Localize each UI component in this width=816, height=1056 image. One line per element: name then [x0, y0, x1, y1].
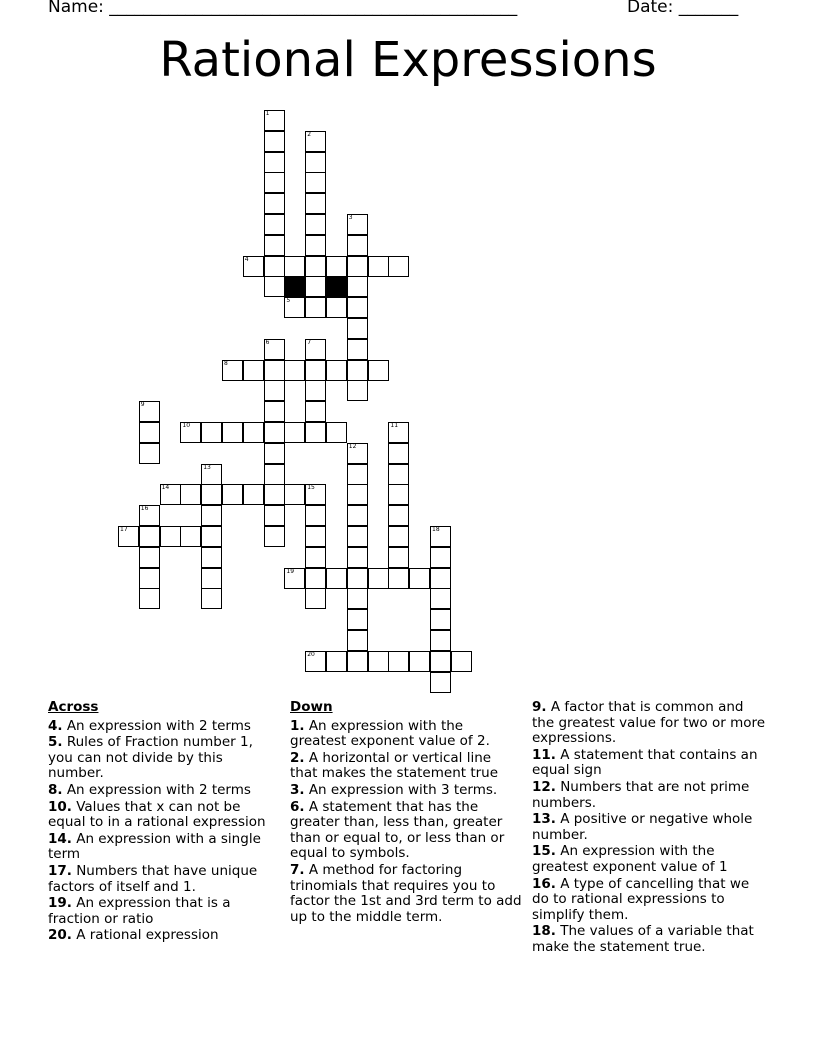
crossword-cell[interactable] — [388, 526, 409, 547]
crossword-cell[interactable] — [430, 588, 451, 609]
clue-number: 3. — [290, 781, 305, 798]
crossword-cell[interactable] — [305, 235, 326, 256]
clue-number: 9. — [532, 699, 547, 715]
crossword-cell[interactable] — [305, 401, 326, 422]
clue-number: 13. — [532, 811, 556, 828]
clue-item — [532, 748, 768, 779]
crossword-cell[interactable] — [243, 360, 264, 381]
clue-item — [290, 783, 522, 799]
crossword-cell[interactable] — [222, 360, 243, 381]
clue-number-label: 15 — [307, 484, 315, 492]
clue-text: A positive or negative whole number. — [532, 811, 753, 843]
crossword-cell[interactable] — [347, 568, 368, 589]
clue-number-label: 17 — [120, 526, 128, 533]
crossword-cell[interactable] — [347, 256, 368, 277]
crossword-cell[interactable] — [305, 256, 326, 277]
name-line[interactable]: Name: ________________________________________________ — [48, 0, 518, 17]
crossword-cell[interactable] — [347, 276, 368, 297]
crossword-cell[interactable] — [388, 422, 409, 443]
crossword-cell[interactable] — [347, 339, 368, 360]
clue-item — [48, 928, 278, 944]
crossword-cell[interactable] — [305, 214, 326, 235]
crossword-cell[interactable] — [264, 422, 285, 443]
clue-number: 14. — [48, 830, 72, 847]
clue-number-label: 13 — [203, 463, 211, 471]
clue-number-label: 2 — [307, 130, 312, 138]
crossword-cell[interactable] — [347, 443, 368, 464]
crossword-cell[interactable] — [264, 131, 285, 152]
clue-text: An expression with 2 terms — [62, 717, 251, 734]
crossword-cell[interactable] — [347, 380, 368, 401]
clue-text: Values that x can not be equal to in a rational expression — [48, 798, 266, 831]
across-heading: Across — [48, 699, 99, 715]
crossword-cell[interactable] — [388, 256, 409, 277]
crossword-cell[interactable] — [264, 110, 285, 131]
crossword-cell[interactable] — [305, 422, 326, 443]
crossword-cell[interactable] — [326, 256, 347, 277]
crossword-cell[interactable] — [201, 464, 222, 485]
clue-item — [48, 800, 278, 831]
clue-item — [48, 864, 278, 895]
crossword-cell[interactable] — [368, 256, 389, 277]
crossword-cell[interactable] — [305, 588, 326, 609]
clue-number: 15. — [532, 843, 556, 860]
crossword-cell[interactable] — [264, 193, 285, 214]
crossword-cell[interactable] — [180, 422, 201, 443]
crossword-cell[interactable] — [368, 651, 389, 672]
crossword-cell[interactable] — [326, 360, 347, 381]
clue-text: An expression with a single term — [48, 830, 261, 863]
crossword-cell[interactable] — [139, 505, 160, 526]
crossword-cell[interactable] — [347, 484, 368, 505]
clue-number: 20. — [48, 927, 72, 944]
clue-item — [290, 863, 522, 925]
clue-item — [290, 800, 522, 862]
crossword-cell[interactable] — [347, 318, 368, 339]
crossword-cell[interactable] — [264, 360, 285, 381]
crossword-cell[interactable] — [409, 651, 430, 672]
crossword-cell[interactable] — [284, 297, 305, 318]
crossword-cell[interactable] — [347, 630, 368, 651]
crossword-cell[interactable] — [201, 422, 222, 443]
crossword-cell[interactable] — [139, 443, 160, 464]
crossword-cell[interactable] — [264, 505, 285, 526]
clue-number-label: 5 — [286, 297, 291, 305]
clue-number-label: 20 — [307, 650, 315, 658]
clue-number: 19. — [48, 895, 72, 912]
clue-number-label: 10 — [182, 422, 191, 429]
clue-item — [532, 780, 768, 811]
crossword-cell[interactable] — [264, 235, 285, 256]
clue-number-label: 4 — [244, 255, 249, 263]
crossword-cell[interactable] — [368, 568, 389, 589]
clue-text: A factor that is common and the greatest value for two or more expressions. — [532, 699, 766, 747]
clue-text: A method for factoring trinomials that requires you to factor the 1st and 3rd term to add up to the middle term. — [290, 861, 522, 925]
crossword-cell[interactable] — [201, 588, 222, 609]
crossword-cell[interactable] — [430, 526, 451, 547]
crossword-cell[interactable] — [388, 443, 409, 464]
blocked-cell — [326, 276, 347, 297]
clue-number: 8. — [48, 781, 63, 798]
crossword-cell[interactable] — [347, 526, 368, 547]
clue-text: An expression with the greatest exponent value of 2. — [290, 717, 490, 750]
clue-item — [532, 924, 768, 955]
crossword-cell[interactable] — [201, 526, 222, 547]
crossword-cell[interactable] — [368, 360, 389, 381]
clue-number: 7. — [290, 861, 305, 878]
clue-number-label: 11 — [390, 422, 399, 429]
crossword-cell[interactable] — [347, 547, 368, 568]
crossword-cell[interactable] — [388, 464, 409, 485]
crossword-cell[interactable] — [305, 505, 326, 526]
clue-item — [48, 832, 278, 863]
crossword-cell[interactable] — [326, 422, 347, 443]
crossword-cell[interactable] — [347, 360, 368, 381]
crossword-cell[interactable] — [305, 568, 326, 589]
crossword-cell[interactable] — [264, 256, 285, 277]
crossword-cell[interactable] — [139, 568, 160, 589]
crossword-cell[interactable] — [222, 484, 243, 505]
crossword-cell[interactable] — [388, 651, 409, 672]
crossword-cell[interactable] — [347, 297, 368, 318]
across-clues — [48, 700, 278, 945]
crossword-cell[interactable] — [305, 484, 326, 505]
crossword-cell[interactable] — [139, 401, 160, 422]
crossword-cell[interactable] — [326, 568, 347, 589]
crossword-cell[interactable] — [388, 505, 409, 526]
clue-number-label: 18 — [432, 526, 440, 533]
crossword-cell[interactable] — [451, 651, 472, 672]
crossword-cell[interactable] — [409, 568, 430, 589]
crossword-cell[interactable] — [201, 547, 222, 568]
clue-item — [532, 812, 768, 843]
crossword-cell[interactable] — [388, 547, 409, 568]
clue-number-label: 16 — [140, 505, 149, 513]
crossword-cell[interactable] — [430, 609, 451, 630]
clue-text: Numbers that are not prime numbers. — [532, 778, 750, 811]
crossword-cell[interactable] — [180, 526, 201, 547]
crossword-cell[interactable] — [180, 484, 201, 505]
clue-number: 18. — [532, 923, 556, 940]
crossword-cell[interactable] — [264, 276, 285, 297]
crossword-cell[interactable] — [347, 214, 368, 235]
clue-number-label: 19 — [286, 567, 295, 575]
clue-item — [290, 719, 522, 750]
clue-text: Rules of Fraction number 1, you can not divide by this number. — [48, 734, 253, 782]
crossword-cell[interactable] — [264, 401, 285, 422]
crossword-cell[interactable] — [430, 672, 451, 693]
clue-text: A rational expression — [71, 927, 219, 944]
crossword-cell[interactable] — [264, 380, 285, 401]
crossword-cell[interactable] — [264, 443, 285, 464]
crossword-cell[interactable] — [160, 484, 181, 505]
crossword-cell[interactable] — [264, 484, 285, 505]
crossword-cell[interactable] — [305, 276, 326, 297]
crossword-cell[interactable] — [305, 339, 326, 360]
crossword-cell[interactable] — [284, 568, 305, 589]
clue-item — [290, 751, 522, 782]
crossword-cell[interactable] — [305, 651, 326, 672]
clue-item — [48, 896, 278, 927]
crossword-cell[interactable] — [305, 526, 326, 547]
clue-number: 2. — [290, 749, 305, 766]
crossword-cell[interactable] — [284, 256, 305, 277]
clue-text: A type of cancelling that we do to rational expressions to simplify them. — [532, 875, 750, 923]
crossword-cell[interactable] — [326, 297, 347, 318]
clue-number: 17. — [48, 862, 72, 879]
crossword-cell[interactable] — [264, 152, 285, 173]
crossword-cell[interactable] — [264, 464, 285, 485]
clue-text: A horizontal or vertical line that makes the statement true — [290, 749, 499, 782]
clue-number-label: 6 — [265, 338, 270, 346]
clue-item — [48, 735, 278, 782]
clue-number-label: 7 — [307, 338, 312, 346]
crossword-cell[interactable] — [388, 484, 409, 505]
clue-text: A statement that has the greater than, less than, greater than or equal to, or less than or equal to symbols. — [290, 798, 505, 862]
down-heading: Down — [290, 699, 333, 715]
crossword-cell[interactable] — [430, 651, 451, 672]
crossword-cell[interactable] — [139, 526, 160, 547]
clue-item — [532, 844, 768, 875]
crossword-cell[interactable] — [347, 588, 368, 609]
clue-number-label: 14 — [161, 484, 170, 492]
clue-text: An expression with 2 terms — [62, 781, 251, 798]
crossword-cell[interactable] — [264, 214, 285, 235]
crossword-cell[interactable] — [305, 547, 326, 568]
crossword-cell[interactable] — [430, 547, 451, 568]
crossword-cell[interactable] — [305, 131, 326, 152]
crossword-cell[interactable] — [347, 651, 368, 672]
clue-number: 5. — [48, 734, 63, 751]
crossword-cell[interactable] — [139, 547, 160, 568]
crossword-cell[interactable] — [118, 526, 139, 547]
crossword-cell[interactable] — [160, 526, 181, 547]
clue-number: 11. — [532, 746, 556, 763]
clue-item — [532, 700, 768, 747]
clue-item — [48, 783, 278, 799]
crossword-cell[interactable] — [305, 360, 326, 381]
crossword-cell[interactable] — [305, 172, 326, 193]
crossword-cell[interactable] — [222, 422, 243, 443]
crossword-cell[interactable] — [284, 484, 305, 505]
clue-text: A statement that contains an equal sign — [532, 746, 758, 779]
down-clues-continued — [532, 700, 768, 957]
clue-item — [532, 877, 768, 924]
down-clues — [290, 700, 522, 926]
crossword-cell[interactable] — [388, 568, 409, 589]
crossword-cell[interactable] — [201, 505, 222, 526]
crossword-cell[interactable] — [264, 526, 285, 547]
crossword-cell[interactable] — [305, 380, 326, 401]
crossword-cell[interactable] — [305, 152, 326, 173]
crossword-cell[interactable] — [430, 630, 451, 651]
crossword-cell[interactable] — [305, 193, 326, 214]
crossword-cell[interactable] — [284, 360, 305, 381]
date-line[interactable]: Date: _______ — [627, 0, 739, 17]
clue-number: 6. — [290, 798, 305, 815]
clue-text: Numbers that have unique factors of itself and 1. — [48, 862, 258, 895]
crossword-cell[interactable] — [347, 235, 368, 256]
clue-number-label: 9 — [140, 401, 145, 409]
crossword-cell[interactable] — [139, 422, 160, 443]
crossword-cell[interactable] — [201, 568, 222, 589]
clue-number: 12. — [532, 778, 556, 795]
clue-item — [48, 719, 278, 735]
crossword-cell[interactable] — [347, 464, 368, 485]
clue-number: 4. — [48, 717, 63, 734]
clue-text: The values of a variable that make the statement true. — [532, 923, 754, 955]
crossword-cell[interactable] — [243, 422, 264, 443]
crossword-cell[interactable] — [264, 172, 285, 193]
clue-text: An expression that is a fraction or ratio — [48, 895, 231, 927]
crossword-cell[interactable] — [305, 297, 326, 318]
clue-text: An expression with the greatest exponent value of 1 — [532, 843, 728, 875]
crossword-cell[interactable] — [243, 256, 264, 277]
crossword-cell[interactable] — [430, 568, 451, 589]
crossword-cell[interactable] — [284, 422, 305, 443]
crossword-cell[interactable] — [264, 339, 285, 360]
clue-text: An expression with 3 terms. — [304, 781, 498, 798]
crossword-cell[interactable] — [347, 505, 368, 526]
crossword-cell[interactable] — [243, 484, 264, 505]
clue-number: 16. — [532, 875, 556, 892]
clue-number-label: 12 — [348, 442, 357, 450]
blocked-cell — [284, 276, 305, 297]
clue-number: 1. — [290, 717, 305, 734]
clue-number-label: 3 — [348, 214, 353, 221]
crossword-cell[interactable] — [139, 588, 160, 609]
crossword-cell[interactable] — [326, 651, 347, 672]
crossword-cell[interactable] — [347, 609, 368, 630]
clue-number-label: 1 — [265, 110, 270, 117]
page-title: Rational Expressions — [159, 32, 657, 88]
clue-number: 10. — [48, 798, 72, 815]
crossword-cell[interactable] — [201, 484, 222, 505]
clue-number-label: 8 — [224, 359, 228, 367]
